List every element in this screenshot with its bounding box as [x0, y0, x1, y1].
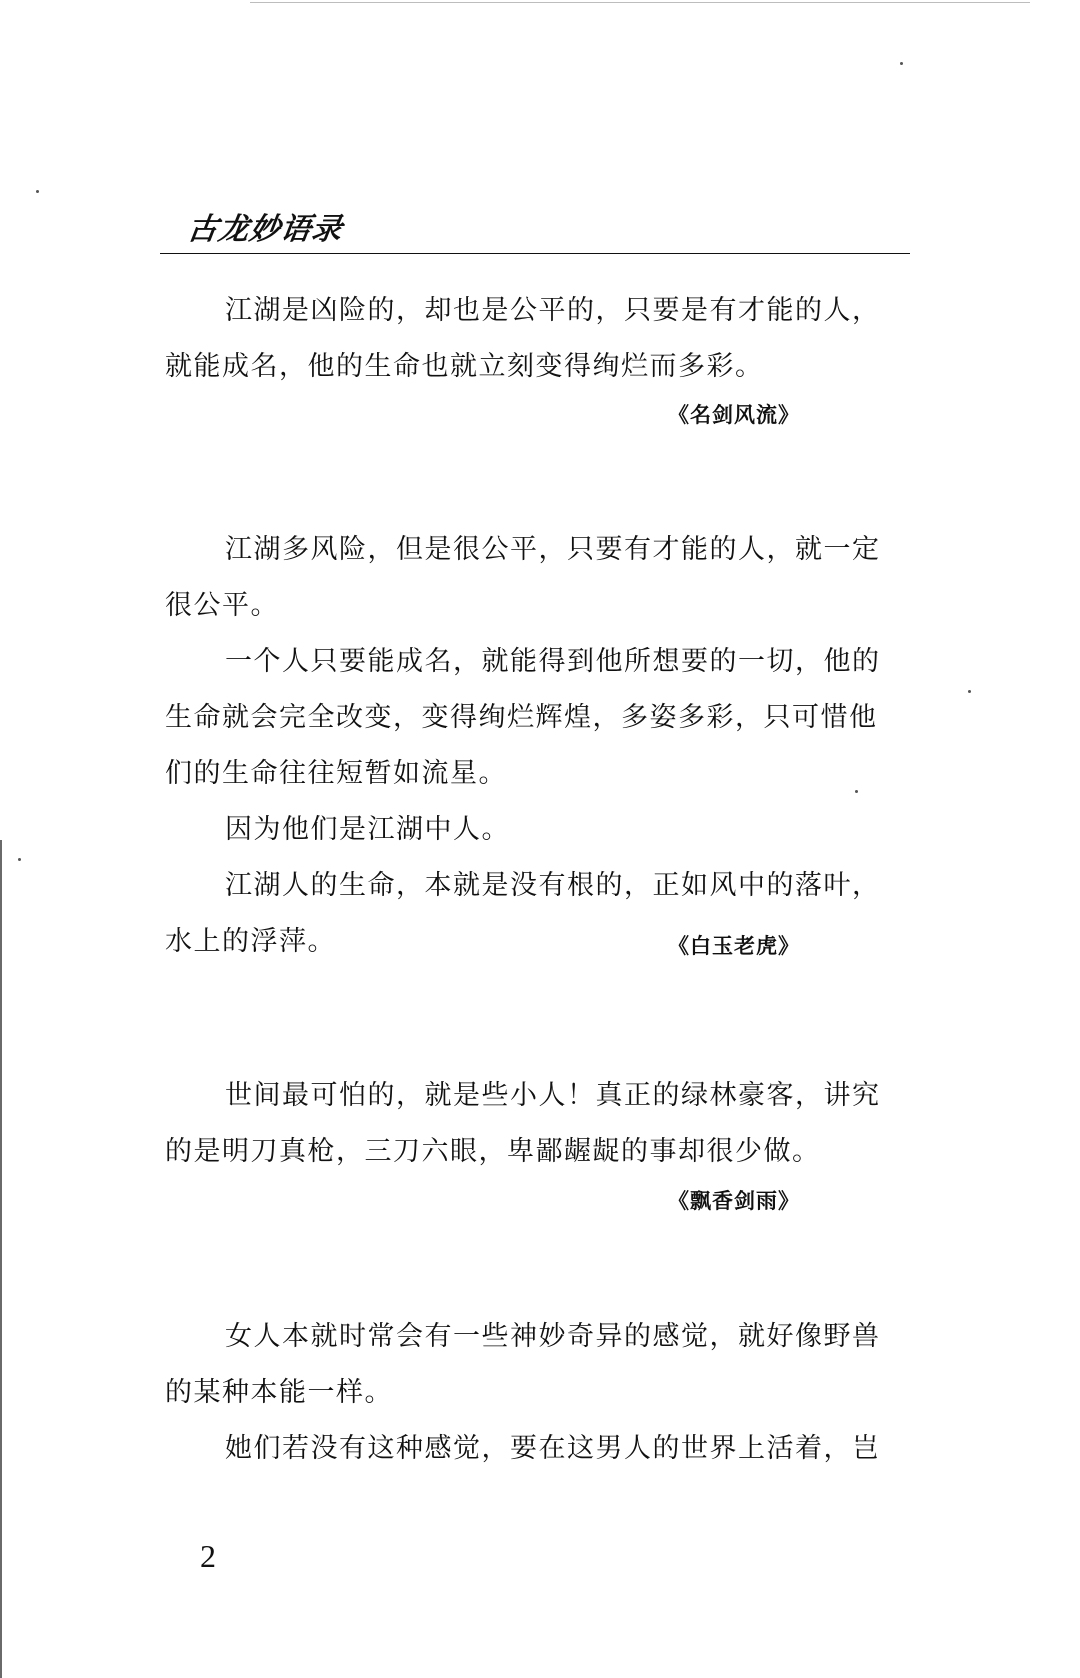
text-line: 江湖是凶险的，却也是公平的，只要是有才能的人，: [225, 295, 881, 326]
text-line: 世间最可怕的，就是些小人！真正的绿林豪客，讲究: [225, 1080, 881, 1111]
text-line: 一个人只要能成名，就能得到他所想要的一切，他的: [225, 646, 881, 677]
scan-speck: [18, 858, 21, 861]
text-line: 的某种本能一样。: [165, 1377, 393, 1408]
running-header: [160, 201, 910, 257]
header-rule: [160, 253, 910, 254]
text-line: 就能成名，他的生命也就立刻变得绚烂而多彩。: [165, 351, 764, 382]
book-title: 古龙妙语录: [185, 212, 346, 247]
text-line: 水上的浮萍。: [165, 926, 336, 957]
quote-source: 《名剑风流》: [668, 402, 800, 427]
text-line: 生命就会完全改变，变得绚烂辉煌，多姿多彩，只可惜他: [165, 702, 878, 733]
quote-entry: [165, 1068, 915, 1180]
text-line: 女人本就时常会有一些神妙奇异的感觉，就好像野兽: [225, 1321, 881, 1352]
scan-top-edge: [250, 2, 1030, 3]
text-line: 江湖人的生命，本就是没有根的，正如风中的落叶，: [225, 870, 881, 901]
quote-entry: [165, 1309, 915, 1477]
scan-speck: [968, 690, 971, 693]
scan-left-edge: [0, 840, 2, 1678]
quote-entry: [165, 283, 915, 395]
text-line: 很公平。: [165, 590, 279, 621]
page-number: 2: [200, 1538, 216, 1574]
quote-source: 《白玉老虎》: [668, 933, 800, 958]
quote-entry: [165, 522, 915, 970]
text-line: 因为他们是江湖中人。: [225, 814, 510, 845]
quote-source: 《飘香剑雨》: [668, 1188, 800, 1213]
text-line: 她们若没有这种感觉，要在这男人的世界上活着，岂: [225, 1433, 881, 1464]
text-line: 们的生命往往短暂如流星。: [165, 758, 507, 789]
text-line: 江湖多风险，但是很公平，只要有才能的人，就一定: [225, 534, 881, 565]
scan-speck: [900, 62, 903, 65]
text-line: 的是明刀真枪，三刀六眼，卑鄙龌龊的事却很少做。: [165, 1136, 821, 1167]
scan-speck: [36, 190, 39, 193]
